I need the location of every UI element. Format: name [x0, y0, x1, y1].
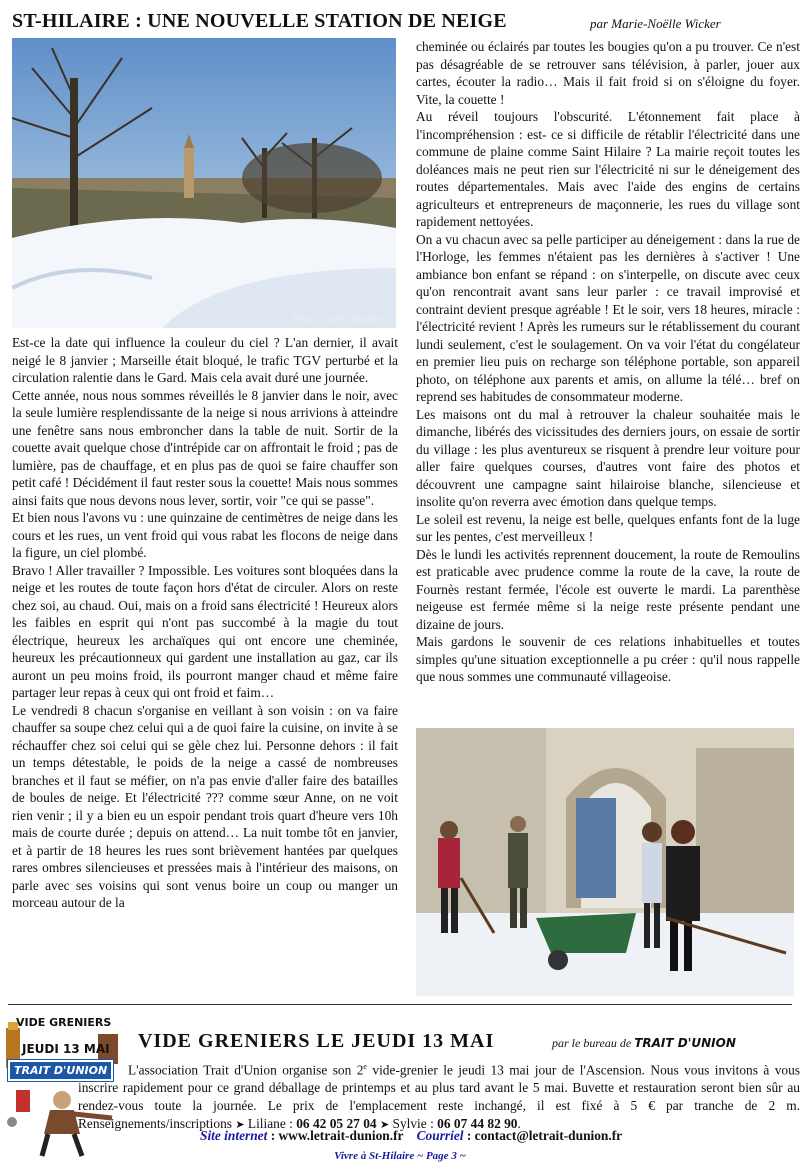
article-right-column: [416, 38, 800, 686]
logo-line2: JEUDI 13 MAI: [22, 1042, 110, 1056]
byline-brand: TRAIT D'UNION: [634, 1036, 736, 1050]
body-text-b: vide-grenier le jeudi 13 mai jour de l'Ascension. Nous vous invitons à vous inscrire rapidement pour ce grand déballage de printemps et au plus tard avant le 5 mai. Buvette et restauration seront bien sûr au rendez-vous toute la journée. Le prix de l'emplacement reste inchangé, il est fixé à 5 € par tranche de 2 m. Renseignements/inscriptions: [78, 1062, 800, 1132]
contact1-phone: 06 42 05 27 04: [296, 1116, 377, 1132]
contact2-name: Sylvie :: [389, 1116, 438, 1132]
logo-brand: TRAIT D'UNION: [8, 1060, 113, 1081]
article-byline: par Marie-Noëlle Wicker: [590, 16, 721, 31]
snow-village-photo: [12, 38, 396, 328]
paragraph: cheminée ou éclairés par toutes les bougies qu'on a pu trouver. Ce n'est pas désagréable de se retrouver sans télévision, à parler, jouer aux cartes, écouter la radio… Mais il fait froid si on s'éloigne du foyer. Vite, la couette !: [416, 39, 800, 107]
contact2-phone: 06 07 44 82 90: [437, 1116, 518, 1132]
site-label: Site internet: [200, 1128, 268, 1143]
arrow-icon: ➤: [379, 1119, 390, 1132]
article-left-column: [12, 334, 398, 912]
paragraph: Le soleil est revenu, la neige est belle, quelques enfants font de la luge sur les pentes, c'est merveilleux !: [416, 511, 800, 544]
paragraph: Le vendredi 8 chacun s'organise en veillant à son voisin : on va faire chauffer sa soupe chez celui qui a de quoi faire la cuisine, on invite à se réchauffer chez soi celui qui se gèle chez lui. Personne dehors : il fait un temps détestable, le poids de la neige a cassé de nombreuses branches et il faut se méfier, on n'a pas envie d'aller faire des batailles de boules de neige. Et l'électricité ??? comme sœur Anne, on ne voit rien venir ; il y a bien eu un espoir pendant trois quart d'heure vers 10h mais de courte durée ; depuis on attend… La nuit tombe tôt en janvier, et à partir de 18 heures les rues sont brièvement hantées par quelques rares ombres silencieuses et pressées mais à l'intérieur des maisons, on parle avec ses voisins qui sont venus boire un coup ou manger un morceau autour de la: [12, 702, 398, 910]
page-footer: Vivre à St-Hilaire ~ Page 3 ~: [334, 1150, 466, 1162]
site-link[interactable]: : www.letrait-dunion.fr: [267, 1128, 404, 1143]
photo-credit: Photo : Colette Hostaléry: [293, 314, 386, 324]
body-end: .: [517, 1116, 521, 1132]
paragraph: Cette année, nous nous sommes réveillés le 8 janvier dans le noir, avec la seule lumière resplendissante de la neige si nous arrivions à atteindre une fenêtre sans nous embroncher dans la table de nuit. Sortir de la couette avait quelque chose d'intrépide car on affrontait le froid ; pas de lumière, pas de chauffage, et en plus pas de quoi se faire chauffer son petit café ! Décidément il faut rester sous la couette! Mais nous sommes ainsi faits que nous devons nous lever, sortir, voir "ce qui se passe".: [12, 387, 398, 508]
logo-line1: VIDE GRENIERS: [16, 1016, 112, 1029]
section-separator: [8, 1004, 792, 1005]
paragraph: Bravo ! Aller travailler ? Impossible. Les voitures sont bloquées dans la neige et les routes de toute façon hors d'état de circuler. Alors on reste chez soi, au chaud. Oui, mais on a froid sans électricité ! Heureux alors les faibles en esprit qui n'ont pas succombé à la magie du tout électrique, heureux les archaïques qui ont encore une cheminée, heureux les précautionneux qui gardent une installation au gaz, car ils auront un peu moins froid, ils pourront manger chaud et même faire partager leur repas à ceux qui ont froid et faim…: [12, 562, 398, 700]
paragraph: On a vu chacun avec sa pelle participer au déneigement : dans la rue de l'Horloge, les femmes n'étaient pas les dernières à s'activer ! Une ambiance bon enfant se répand : on s'interpelle, on discute avec ceux qu'on rencontrait avant sans leur parler : ce travail improvisé et contraint devient presque agréable ! Et le soir, vers 18 heures, miracle : l'électricité revient ! Après les rumeurs sur le rétablissement du courant lundi seulement, c'est le soulagement. On va voir l'état du congélateur en premier lieu puis on recharge son téléphone portable, son appareil photo, on téléphone aux parents et amis, on allume la télé… bref on reprend ses habitudes de consommateur moderne.: [416, 231, 800, 404]
paragraph: Mais gardons le souvenir de ces relations inhabituelles et toutes simples qu'une situation exceptionnelle a pu créer : qu'il nous rappelle que nous sommes une communauté villageoise.: [416, 634, 800, 684]
mail-label: Courriel: [416, 1128, 464, 1143]
paragraph: Les maisons ont du mal à retrouver la chaleur souhaitée mais le dimanche, libérés des vicissitudes des derniers jours, on essaie de sortir du village : les plus aventureux se risquent à prendre leur voiture pour aller faire quelques courses, d'autres vont faire des photos et découvrent une campagne saint hilairoise blanche, silencieuse et insolite qu'on reverra avec émotion dans quelque temps.: [416, 406, 800, 509]
photo-credit: Photo : Colette Hostaléry: [442, 982, 535, 992]
vide-greniers-title: VIDE GRENIERS LE JEUDI 13 MAI: [138, 1030, 495, 1052]
vide-greniers-byline: [552, 1036, 736, 1051]
byline-prefix: par le bureau de: [552, 1036, 632, 1050]
mail-link[interactable]: : contact@letrait-dunion.fr: [463, 1128, 623, 1143]
article-title: ST-HILAIRE : UNE NOUVELLE STATION DE NEIGE: [12, 10, 507, 32]
vide-greniers-body: [78, 1058, 800, 1134]
body-text-a: L'association Trait d'Union organise son 2: [128, 1062, 364, 1078]
arrow-icon: ➤: [235, 1119, 245, 1132]
paragraph: Et bien nous l'avons vu : une quinzaine de centimètres de neige dans les cours et les rues, un vent froid qui vous rabat les flocons de neige dans la figure, un ciel plombé.: [12, 510, 398, 560]
paragraph: Au réveil toujours l'obscurité. L'étonnement fait place à l'incompréhension : est- ce si difficile de rétablir l'électricité dans une commune de plaine comme Saint Hilaire ? La mairie reçoit toutes les doléances mais ne peut rien sur l'électricité ni sur le déneigement des routes départementales. Mais avec l'aide des engins de certains agriculteurs et entrepreneurs de maçonnerie, les rues du village sont rapidement nettoyées.: [416, 109, 800, 229]
snow-shovelling-photo: [416, 728, 794, 996]
body-sup: e: [363, 1062, 367, 1071]
paragraph: Est-ce la date qui influence la couleur du ciel ? L'an dernier, il avait neigé le 8 janvier ; Marseille était bloqué, le trafic TGV perturbé et la circulation ralentie dans le Gard. Mais cela avait duré une journée.: [12, 335, 398, 385]
paragraph: Dès le lundi les activités reprennent doucement, la route de Remoulins est praticable avec prudence comme la route de la cave, la route de Fournès restant fermée, l'école est ouverte le mardi. La parenthèse neigeuse est fermée même si la neige reste présente pendant une dizaine de jours.: [416, 546, 800, 632]
contact1-name: Liliane :: [244, 1116, 297, 1132]
vide-greniers-links: [200, 1128, 622, 1144]
